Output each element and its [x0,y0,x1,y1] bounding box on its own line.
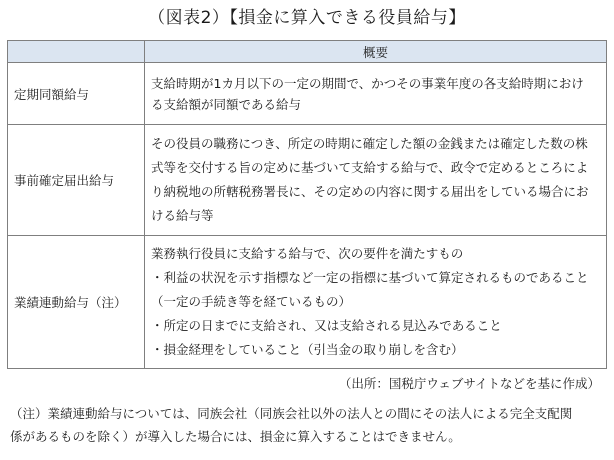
desc-line: 支給時期が1カ月以下の一定の期間で、かつその事業年度の各支給時期におけ [151,75,584,91]
header-cell-overview: 概要 [145,41,607,63]
header-cell-empty [8,41,145,63]
table-row [8,63,607,125]
table-header-row [8,41,607,63]
footnote-line: 係があるものを除く）が導入した場合には、損金に算入することはできません。 [10,429,461,444]
executive-pay-table [7,40,607,369]
footnote [10,402,610,448]
desc-line: ・所定の日までに支給され、又は支給される見込みであること [151,318,502,333]
row-desc-fixed-pay [145,63,607,125]
desc-line: その役員の職務につき、所定の時期に確定した額の金銭または確定した数の株 [151,136,588,151]
desc-line: ける給与等 [151,208,214,223]
row-desc-performance-pay [145,236,607,369]
desc-line: 式等を交付する旨の定めに基づいて支給する給与で、政令で定めるところによ [151,160,589,175]
figure-title: （図表2）【損金に算入できる役員給与】 [148,8,466,28]
row-name-performance-pay: 業績連動給与（注） [8,236,145,369]
desc-line: る支給額が同額である給与 [151,96,302,112]
footnote-line: （注）業績連動給与については、同族会社（同族会社以外の法人との間にその法人による完全支配関 [10,406,573,421]
table-row [8,236,607,369]
row-desc-advance-notice-pay [145,125,607,236]
desc-line: 業務執行役員に支給する給与で、次の要件を満たすもの [151,246,464,261]
desc-line: ・損金経理をしていること（引当金の取り崩しを含む） [151,342,464,357]
source-citation: （出所：国税庁ウェブサイトなどを基に作成） [338,376,600,391]
desc-line: （一定の手続き等を経ているもの） [151,294,352,309]
desc-line: り納税地の所轄税務署長に、その定めの内容に関する届出をしている場合にお [151,184,589,199]
desc-line: ・利益の状況を示す指標など一定の指標に基づいて算定されるものであること [151,270,589,285]
row-name-fixed-pay: 定期同額給与 [8,63,145,125]
row-name-advance-notice-pay: 事前確定届出給与 [8,125,145,236]
table-row [8,125,607,236]
